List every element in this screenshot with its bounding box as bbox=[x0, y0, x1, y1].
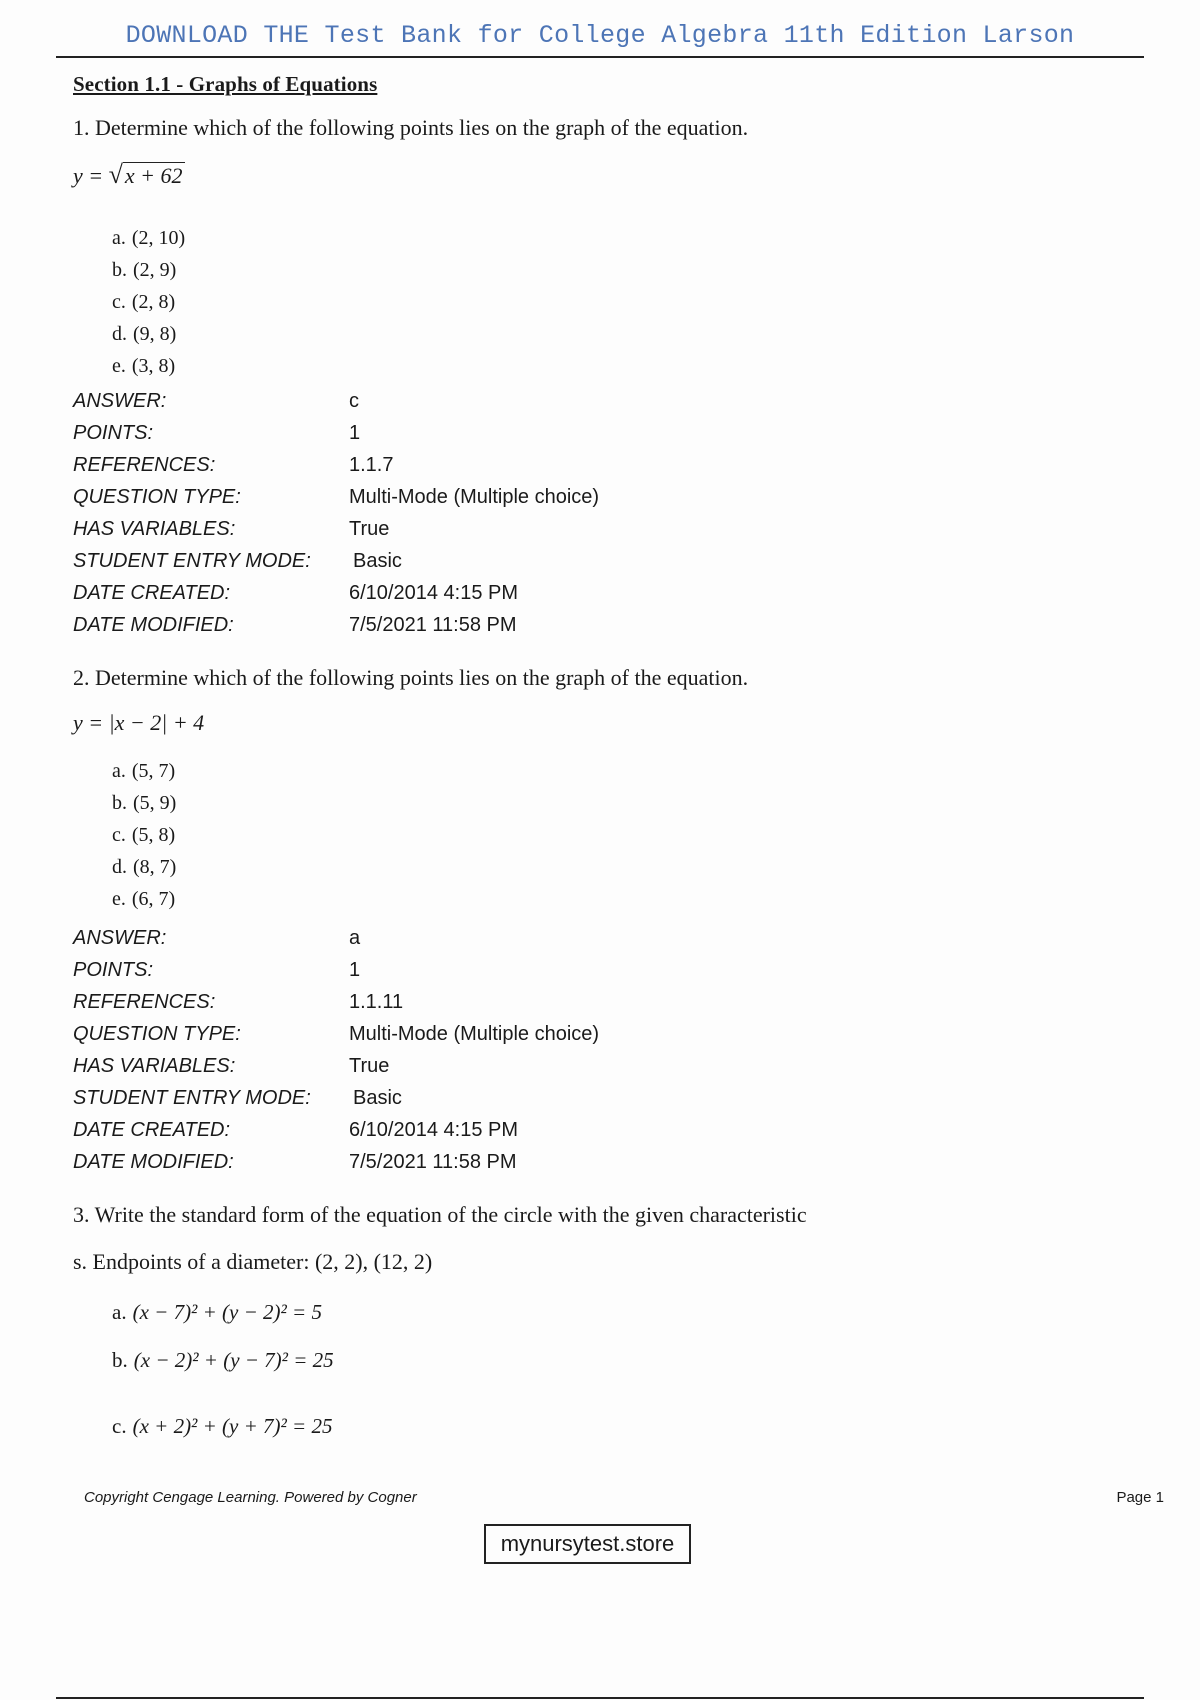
equation-lhs: y = bbox=[73, 163, 104, 188]
meta-value: 6/10/2014 4:15 PM bbox=[349, 582, 519, 604]
option-letter: b. bbox=[112, 792, 127, 814]
option-letter: d. bbox=[112, 856, 127, 878]
footer-page-number: Page 1 bbox=[1116, 1489, 1164, 1506]
option-value: (5, 9) bbox=[133, 792, 177, 814]
option-letter: a. bbox=[112, 227, 126, 249]
option-letter: a. bbox=[112, 760, 126, 782]
option-letter: e. bbox=[112, 888, 126, 910]
meta-key: QUESTION TYPE: bbox=[73, 486, 241, 508]
option-value: (x + 2)² + (y + 7)² = 25 bbox=[132, 1414, 333, 1438]
option-letter: d. bbox=[112, 323, 127, 345]
option-a[interactable] bbox=[112, 222, 185, 254]
meta-value: 1.1.11 bbox=[349, 991, 404, 1013]
meta-row-references bbox=[73, 986, 599, 1018]
question-2-metadata bbox=[73, 922, 599, 1178]
meta-value: 7/5/2021 11:58 PM bbox=[349, 1151, 517, 1173]
meta-value: 1.1.7 bbox=[349, 454, 394, 476]
meta-row-answer bbox=[73, 922, 599, 954]
option-c[interactable] bbox=[112, 286, 185, 318]
question-1-equation bbox=[73, 160, 185, 190]
meta-row-date-modified bbox=[73, 1146, 599, 1178]
meta-value: Basic bbox=[353, 1087, 402, 1109]
question-1-text: 1. Determine which of the following points lies on the graph of the equation. bbox=[73, 115, 749, 140]
option-c[interactable] bbox=[112, 1410, 334, 1450]
meta-value: Multi-Mode (Multiple choice) bbox=[349, 1023, 600, 1045]
meta-row-entry-mode bbox=[73, 1082, 599, 1114]
meta-key: REFERENCES: bbox=[73, 454, 216, 476]
option-value: (5, 7) bbox=[131, 760, 176, 782]
question-3-text-line2: s. Endpoints of a diameter: (2, 2), (12, 2) bbox=[73, 1249, 433, 1274]
meta-value: Multi-Mode (Multiple choice) bbox=[349, 486, 600, 508]
meta-value: True bbox=[349, 518, 390, 540]
option-value: (2, 8) bbox=[131, 291, 176, 313]
option-letter: c. bbox=[112, 824, 126, 846]
option-value: (5, 8) bbox=[131, 824, 176, 846]
question-2-text: 2. Determine which of the following points lies on the graph of the equation. bbox=[73, 665, 749, 690]
meta-row-date-created bbox=[73, 1114, 599, 1146]
banner-link[interactable]: DOWNLOAD THE Test Bank for College Algebra 11th Edition Larson bbox=[125, 21, 1075, 50]
question-1-metadata bbox=[73, 385, 599, 641]
section-title: Section 1.1 - Graphs of Equations bbox=[73, 72, 378, 96]
meta-row-question-type bbox=[73, 481, 599, 513]
option-a[interactable] bbox=[112, 1296, 334, 1344]
meta-row-entry-mode bbox=[73, 545, 599, 577]
meta-key: STUDENT ENTRY MODE: bbox=[73, 550, 311, 572]
option-letter: b. bbox=[112, 1348, 128, 1372]
option-value: (2, 10) bbox=[131, 227, 186, 249]
option-a[interactable] bbox=[112, 755, 176, 787]
option-b[interactable] bbox=[112, 254, 185, 286]
meta-value: 1 bbox=[349, 959, 361, 981]
option-e[interactable] bbox=[112, 883, 176, 915]
header-banner bbox=[56, 18, 1144, 58]
meta-key: DATE MODIFIED: bbox=[73, 1151, 234, 1173]
meta-row-question-type bbox=[73, 1018, 599, 1050]
meta-row-references bbox=[73, 449, 599, 481]
option-value: (8, 7) bbox=[133, 856, 177, 878]
question-1-options bbox=[112, 222, 185, 382]
option-letter: e. bbox=[112, 355, 126, 377]
meta-key: REFERENCES: bbox=[73, 991, 216, 1013]
meta-row-has-variables bbox=[73, 513, 599, 545]
question-3-text-line1: 3. Write the standard form of the equation of the circle with the given characteristic bbox=[73, 1202, 807, 1227]
watermark-stamp: mynursytest.store bbox=[484, 1524, 691, 1564]
option-value: (x − 2)² + (y − 7)² = 25 bbox=[133, 1348, 334, 1372]
option-e[interactable] bbox=[112, 350, 185, 382]
option-letter: b. bbox=[112, 259, 127, 281]
bottom-divider bbox=[56, 1697, 1144, 1699]
meta-key: ANSWER: bbox=[73, 927, 167, 949]
meta-value: c bbox=[349, 390, 359, 412]
meta-row-date-modified bbox=[73, 609, 599, 641]
option-b[interactable] bbox=[112, 787, 176, 819]
question-3-options bbox=[112, 1296, 334, 1450]
meta-key: DATE CREATED: bbox=[73, 1119, 231, 1141]
option-d[interactable] bbox=[112, 318, 185, 350]
option-value: (x − 7)² + (y − 2)² = 5 bbox=[132, 1300, 322, 1324]
footer-copyright: Copyright Cengage Learning. Powered by Cogner bbox=[84, 1489, 417, 1506]
sqrt-icon: √ bbox=[108, 160, 123, 189]
meta-key: ANSWER: bbox=[73, 390, 167, 412]
meta-value: 7/5/2021 11:58 PM bbox=[349, 614, 517, 636]
question-2-options bbox=[112, 755, 176, 915]
meta-key: STUDENT ENTRY MODE: bbox=[73, 1087, 311, 1109]
meta-value: 1 bbox=[349, 422, 361, 444]
meta-key: DATE CREATED: bbox=[73, 582, 231, 604]
meta-value: True bbox=[349, 1055, 390, 1077]
meta-value: Basic bbox=[353, 550, 402, 572]
option-letter: a. bbox=[112, 1300, 127, 1324]
meta-key: DATE MODIFIED: bbox=[73, 614, 234, 636]
option-value: (9, 8) bbox=[133, 323, 177, 345]
option-value: (6, 7) bbox=[131, 888, 176, 910]
option-value: (2, 9) bbox=[133, 259, 177, 281]
question-2-equation: y = |x − 2| + 4 bbox=[73, 710, 205, 735]
meta-value: a bbox=[349, 927, 361, 949]
meta-key: HAS VARIABLES: bbox=[73, 518, 236, 540]
option-letter: c. bbox=[112, 1414, 127, 1438]
option-c[interactable] bbox=[112, 819, 176, 851]
equation-radicand: x + 62 bbox=[124, 163, 183, 188]
option-b[interactable] bbox=[112, 1344, 334, 1410]
meta-row-date-created bbox=[73, 577, 599, 609]
sqrt-expression bbox=[109, 160, 185, 190]
meta-key: POINTS: bbox=[73, 959, 154, 981]
meta-row-points bbox=[73, 954, 599, 986]
option-d[interactable] bbox=[112, 851, 176, 883]
meta-value: 6/10/2014 4:15 PM bbox=[349, 1119, 519, 1141]
meta-row-has-variables bbox=[73, 1050, 599, 1082]
meta-key: HAS VARIABLES: bbox=[73, 1055, 236, 1077]
option-letter: c. bbox=[112, 291, 126, 313]
meta-key: POINTS: bbox=[73, 422, 154, 444]
meta-row-answer bbox=[73, 385, 599, 417]
option-value: (3, 8) bbox=[131, 355, 176, 377]
meta-row-points bbox=[73, 417, 599, 449]
meta-key: QUESTION TYPE: bbox=[73, 1023, 241, 1045]
